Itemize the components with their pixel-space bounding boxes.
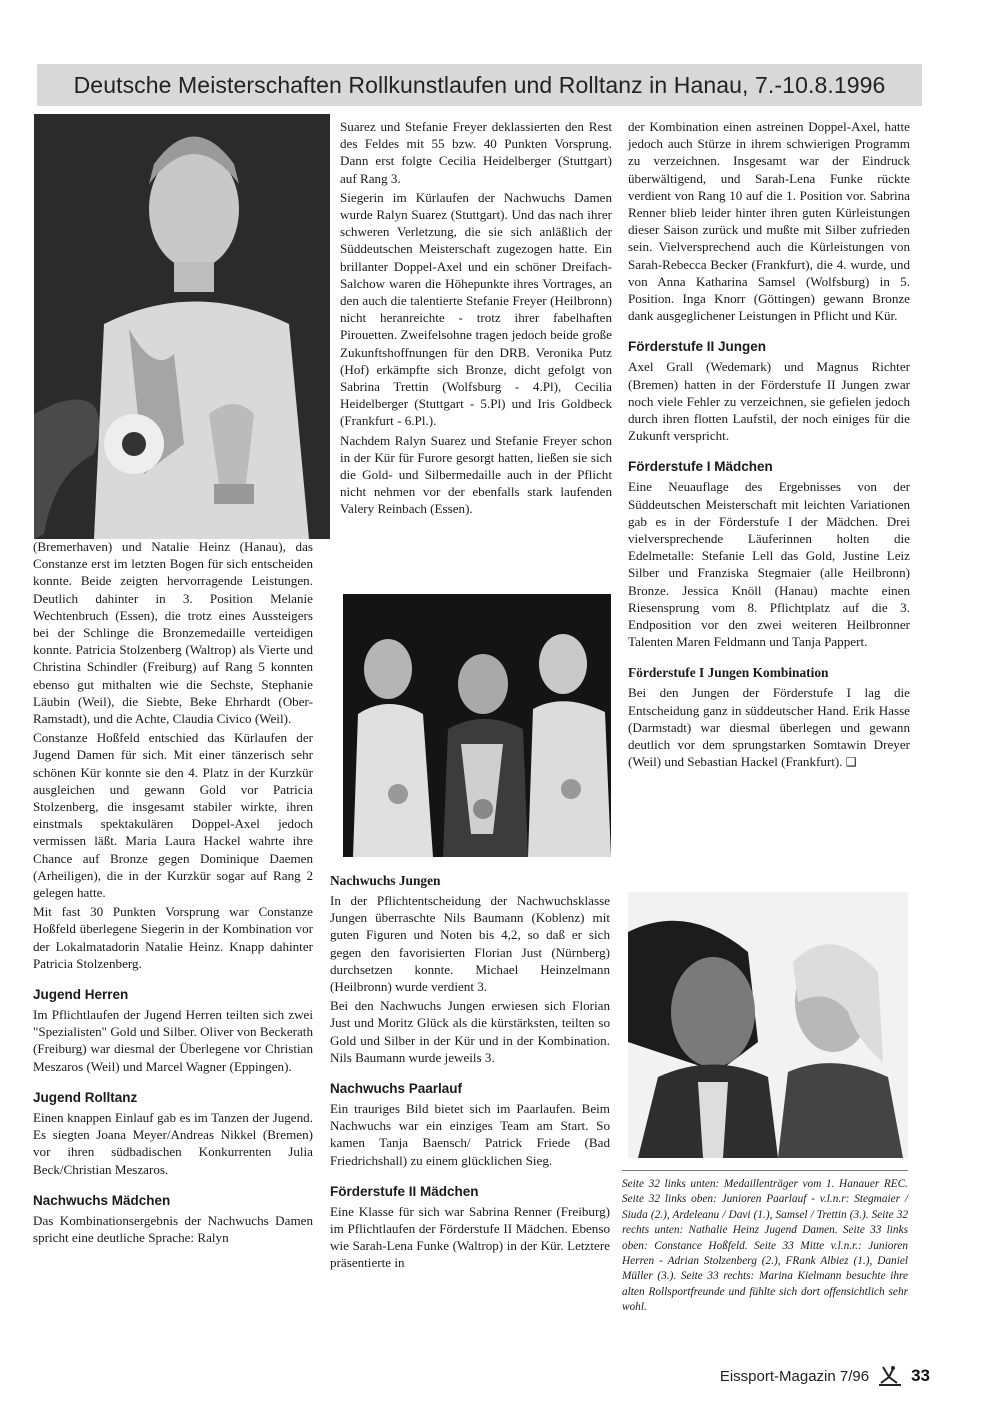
column-2-lower [330, 872, 610, 1274]
page-number: 33 [911, 1366, 930, 1385]
skater-logo-icon [877, 1365, 903, 1387]
page-footer [705, 1364, 930, 1388]
headline-banner [37, 64, 922, 106]
paragraph: Eine Klasse für sich war Sabrina Renner (Freiburg) im Pflichtlaufen der Förderstufe II Mädchen. Ebenso wie Sarah-Lena Funke (Waltrop) in der Kür. Letztere präsentierte in [330, 1203, 610, 1271]
three-medalists-photo [343, 594, 611, 857]
paragraph [628, 684, 910, 771]
paragraph: Einen knappen Einlauf gab es im Tanzen der Jugend. Es siegten Joana Meyer/Andreas Nikkel (Bremen) vor ihren südbadischen Konkurrenten Julia Beck/Christian Meszaros. [33, 1109, 313, 1177]
section-heading: Nachwuchs Paarlauf [330, 1081, 463, 1097]
paragraph: Mit fast 30 Punkten Vorsprung war Constanze Hoßfeld überlegene Siegerin in der Kombination vor der Lokalmatadorin Natalie Heinz. Knapp dahinter Patricia Stolzenberg. [33, 904, 313, 971]
paragraph: Axel Grall (Wedemark) und Magnus Richter (Bremen) hatten in der Förderstufe II Jungen zwar noch viele Fehler zu verzeichnen, sie gefielen jedoch durch ihren flotten Laufstil, der noch einiges für die Zukunft verspricht. [628, 359, 910, 444]
section-heading: Jugend Herren [33, 987, 129, 1003]
paragraph-text: Bei den Jungen der Förderstufe I lag die Entscheidung ganz in süddeutscher Hand. Erik Hasse (Darmstadt) war diesmal überlegen und gewann deutlich vor dem sprungstarken Somtawin Dreyer (Weil) und Sebastian Hackel (Frankfurt). [628, 685, 910, 770]
column-1 [33, 538, 313, 1248]
paragraph: (Bremerhaven) und Natalie Heinz (Hanau), das Constanze erst im letzten Bogen für sich entscheiden konnte. Beide zeigten hervorragende Leistungen. Deutlich dahinter in 3. Position Melanie Wechtenbruch (Essen), die trotz eines Aussteigers bei der Schlinge die Bronzemedaille verteidigen konnte. Patricia Stolzenberg (Waltrop) als Vierte und Christina Schindler (Freiburg) auf Rang 5 konnten ebenso gut mithalten wie die Sechste, Stephanie Läubin (Weil), die Siebte, Beke Ehrhardt (Ober-Ramstadt), und die Achte, Claudia Civico (Weil). [33, 539, 313, 727]
section-heading: Förderstufe I Mädchen [628, 459, 773, 475]
column-2-upper [340, 118, 612, 520]
paragraph: Bei den Nachwuchs Jungen erwiesen sich Florian Just und Moritz Glück als die kürstärksten, teilten so Gold und Silber in der Kür und in der Kombination. Nils Baumann wurde jeweils 3. [330, 998, 610, 1065]
paragraph: Das Kombinationsergebnis der Nachwuchs Damen spricht eine deutliche Sprache: Ralyn [33, 1212, 313, 1245]
section-heading: Nachwuchs Mädchen [33, 1192, 171, 1208]
end-of-article-mark: ❑ [845, 755, 857, 770]
paragraph: Eine Neuauflage des Ergebnisses von der Süddeutschen Meisterschaft mit leichten Variationen gab es in der Förderstufe I der Mädchen. Drei vielversprechende Läuferinnen holten die Edelmetalle: Stefanie Lell das Gold, Justine Leiz Silber und Franziska Stegmaier (alle Heilbronn) Bronze. Jessica Knöll (Hanau) machte einen Riesensprung vom 8. Pflichtplatz auf die 3. Endposition vor den zwei weiteren Heilbronner Talenten Maren Feldmann und Tanja Pappert. [628, 479, 910, 650]
photo-caption: Seite 32 links unten: Medaillenträger vom 1. Hanauer REC. Seite 32 links oben: Junioren Paarlauf - v.l.n.r: Stegmaier / Siuda (2.), Ardeleanu / Davi (1.), Samsel / Trettin (3.). Seite 32 rechts unten: Nathalie Heinz Jugend Damen. Seite 33 links oben: Constance Hoßfeld. Seite 33 Mitte v.l.n.r.: Junioren Herren - Adrian Stolzenberg (2.), FRank Albiez (1.), Daniel Müller (3.). Seite 33 rechts: Marina Kielmann besuchte ihre alten Rollsportfreunde und fühlte sich dort offensichtlich sehr wohl. [622, 1170, 908, 1316]
section-heading: Nachwuchs Jungen [330, 873, 441, 888]
paragraph: Siegerin im Kürlaufen der Nachwuchs Damen wurde Ralyn Suarez (Stuttgart). Und das nach ihrer schweren Verletzung, die sie sich anläßlich der Süddeutschen Meisterschaft zugezogen hatte. Ein brillanter Doppel-Axel und ein schöner Dreifach-Salchow waren die Höhepunkte ihres Vortrages, an den auch die talentierte Stefanie Freyer (Heilbronn) nicht heranreichte - trotz ihrer fabelhaften Pirouetten. Zweifelsohne tragen jedoch beide große Zukunftshoffnungen für den DRB. Veronika Putz (Hof) erkämpfte sich Bronze, dicht gefolgt von Sabrina Trettin (Wolfsburg - 4.Pl), Cecilia Heidelberger (Stuttgart - 5.Pl) und Iris Goldbeck (Frankfurt - 6.Pl.). [340, 189, 612, 429]
two-people-talking-photo [628, 892, 908, 1158]
paragraph: Nachdem Ralyn Suarez und Stefanie Freyer schon in der Kür für Furore gesorgt hatten, ließen sie sich die Gold- und Silbermedaille auch in der Pflicht nicht nehmen vor der ebenfalls stark laufenden Valery Reinbach (Essen). [340, 432, 612, 517]
paragraph: der Kombination einen astreinen Doppel-Axel, hatte jedoch auch Stürze in ihrem schwierigen Programm zu verzeichnen. Insgesamt war der Eindruck überwältigend, und Sarah-Lena Funke rückte verdient von Rang 10 auf die 1. Position vor. Sabrina Renner blieb leider hinter ihren guten Kürleistungen dieser Saison zurück und mußte mit Silber zufrieden sein. Vielversprechend auch die Kürleistungen von Sarah-Rebecca Becker (Frankfurt), die 4. wurde, und von Anna Katharina Samsel (Wolfsburg) in 5. Position. Inga Knorr (Göttingen) gewann Bronze dank ausgeglichener Leistungen in Pflicht und Kür. [628, 119, 910, 324]
paragraph: In der Pflichtentscheidung der Nachwuchsklasse Jungen überraschte Nils Baumann (Koblenz) mit guten Figuren und Noten bis 4,2, so daß er sich gegen den favorisierten Florian Just (Nürnberg) durchsetzen konnte. Michael Heinzelmann (Heilbronn) wurde verdient 3. [330, 893, 610, 995]
paragraph: Suarez und Stefanie Freyer deklassierten den Rest des Feldes mit 55 bzw. 40 Punkten Vorsprung. Dann erst folgte Cecilia Heidelberger (Stuttgart) auf Rang 3. [340, 119, 612, 186]
section-heading: Förderstufe II Mädchen [330, 1183, 479, 1199]
column-3 [628, 118, 910, 774]
paragraph: Ein trauriges Bild bietet sich im Paarlaufen. Beim Nachwuchs war ein einziges Team am Start. So kamen Tanja Baensch/ Patrick Friede (Bad Friedrichshall) zu einem glücklichen Sieg. [330, 1101, 610, 1168]
magazine-issue: Eissport-Magazin 7/96 [719, 1367, 870, 1385]
section-heading: Förderstufe I Jungen Kombination [628, 665, 829, 681]
headline: Deutsche Meisterschaften Rollkunstlaufen und Rolltanz in Hanau, 7.-10.8.1996 [73, 71, 886, 98]
paragraph: Im Pflichtlaufen der Jugend Herren teilten sich zwei "Spezialisten" Gold und Silber. Oliver von Beckerath (Freiburg) war diesmal der Überlegene vor Christian Meszaros (Weil) und Marcel Wagner (Eppingen). [33, 1007, 313, 1074]
skater-with-trophy-photo [34, 114, 330, 539]
paragraph: Constanze Hoßfeld entschied das Kürlaufen der Jugend Damen für sich. Mit einer tänzerisch sehr schönen Kür konnte sie den 4. Platz in der Kurzkür ausgleichen und gewann Gold vor Patricia Stolzenberg, die insgesamt stabiler wirkte, ihren einstmals spektakulären Doppel-Axel jedoch vermissen läßt. Maria Laura Hackel wahrte ihre Chance auf Bronze gegen Dominique Daemen (Arheiligen), die in der Kurzkür sogar auf Rang 2 gelegen hatte. [33, 730, 313, 901]
section-heading: Jugend Rolltanz [33, 1089, 138, 1105]
section-heading: Förderstufe II Jungen [628, 339, 767, 355]
